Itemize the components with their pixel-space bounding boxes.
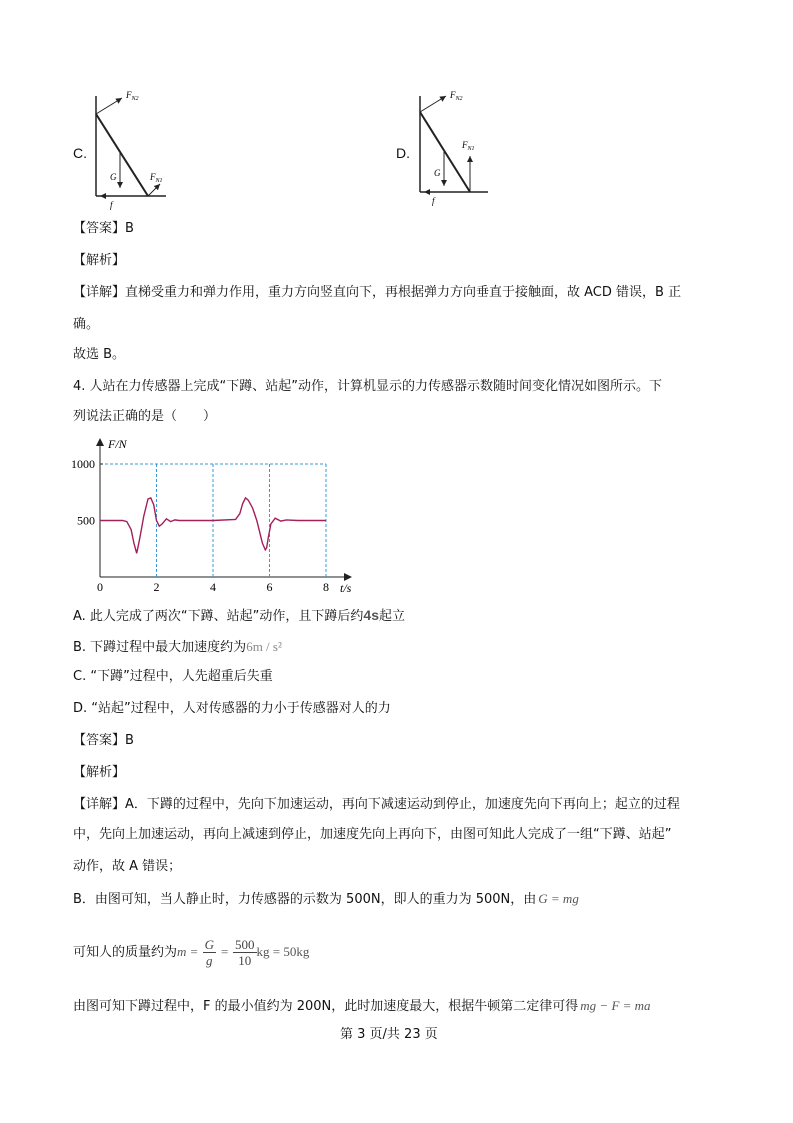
g-label: G <box>434 168 441 178</box>
g-label: G <box>110 172 117 182</box>
x-tick-label-4: 4 <box>210 580 216 594</box>
fn1-label: $F_{N1}$ <box>462 140 475 152</box>
fn2-label: $F_{N2}$ <box>450 90 463 102</box>
q4-option-b[interactable] <box>73 638 282 657</box>
q4-detail-a-line-2: 中，先向上加速运动，再向上减速到停止，加速度先向上再向下，由图可知此人完成了一组“下蹲、站起” <box>73 827 672 842</box>
figure-c-ladder-diagram <box>88 84 178 214</box>
q4-detail-b-line-3 <box>73 997 651 1016</box>
x-axis-arrowhead <box>344 573 352 581</box>
page-footer: 第 3 页/共 23 页 <box>340 1027 438 1042</box>
figure-d-ladder-diagram <box>412 84 502 214</box>
option-a-tail: 起立 <box>378 609 405 624</box>
mass-eq-equals: = <box>220 944 229 959</box>
option-a-value: 4s <box>363 607 379 623</box>
fn2-arrow <box>96 98 122 114</box>
y-tick-label-500: 500 <box>77 513 95 528</box>
q3-detail-line-1: 【详解】直梯受重力和弹力作用，重力方向竖直向下，再根据弹力方向垂直于接触面，故 ACD 错误，B 正 <box>73 285 682 300</box>
g-over-g-fraction: $\frac{G}{g}$ <box>204 937 214 968</box>
x-axis-label: t/s <box>340 581 352 595</box>
fn1-arrow <box>148 184 160 196</box>
newton-eq: mg − F = ma <box>580 998 651 1013</box>
fn2-arrow <box>420 96 446 112</box>
mass-eq-lhs: m = <box>177 944 199 959</box>
q4-answer: 【答案】B <box>73 733 134 748</box>
q4-detail-b-line-2 <box>73 934 309 974</box>
q3-analysis-heading: 【解析】 <box>73 253 126 268</box>
x-tick-label-6: 6 <box>266 580 273 594</box>
q3-answer: 【答案】B <box>73 221 134 236</box>
chart-ticks <box>71 457 329 594</box>
q4-analysis-heading: 【解析】 <box>73 765 126 780</box>
x-tick-label-0: 0 <box>97 580 103 594</box>
detail-b-mass-text: 可知人的质量约为 <box>73 945 178 960</box>
f-label: f <box>432 196 435 206</box>
detail-b-text: B．由图可知，当人静止时，力传感器的示数为 500N，即人的重力为 500N，由 <box>73 892 537 907</box>
q4-detail-a-line-1: 【详解】A．下蹲的过程中，先向下加速运动，再向下减速运动到停止，加速度先向下再向上；起立的过程 <box>73 797 680 812</box>
g-eq-mg: G = mg <box>538 891 579 906</box>
q4-stem-line-2: 列说法正确的是（ ） <box>73 409 217 424</box>
500-over-10-fraction: $\frac{500}{10}$ <box>235 937 255 968</box>
option-c-letter: C. <box>73 145 87 161</box>
x-tick-label-2: 2 <box>153 580 160 594</box>
ladder-line <box>420 112 470 192</box>
option-b-text: B. 下蹲过程中最大加速度约为 <box>73 640 247 655</box>
force-time-chart <box>60 432 370 604</box>
q4-detail-a-line-3: 动作，故 A 错误； <box>73 859 182 874</box>
q4-option-d[interactable]: D. “站起”过程中，人对传感器的力小于传感器对人的力 <box>73 701 391 716</box>
ladder-line <box>96 114 148 196</box>
q4-stem-line-1: 4. 人站在力传感器上完成“下蹲、站起”动作，计算机显示的力传感器示数随时间变化情况如图所示。下 <box>73 379 663 394</box>
option-a-text: A. 此人完成了两次“下蹲、站起”动作，且下蹲后约 <box>73 609 364 624</box>
option-b-value: 6m / s² <box>246 639 282 654</box>
detail-b-newton-text: 由图可知下蹲过程中，F 的最小值约为 200N，此时加速度最大，根据牛顿第二定律可得 <box>73 999 579 1014</box>
y-axis-arrowhead <box>96 438 104 446</box>
mass-eq-tail: kg = 50kg <box>256 944 310 959</box>
fn1-label: $F_{N1}$ <box>150 172 163 184</box>
option-d-letter: D. <box>396 145 410 161</box>
q3-detail-line-2: 确。 <box>73 317 100 332</box>
y-axis-label: F/N <box>108 437 127 451</box>
q3-conclusion: 故选 B。 <box>73 347 126 362</box>
f-label: f <box>110 200 113 210</box>
y-tick-label-1000: 1000 <box>71 457 95 471</box>
q4-detail-b-line-1 <box>73 890 579 909</box>
fn2-label: $F_{N2}$ <box>126 90 139 102</box>
q4-option-c[interactable]: C. “下蹲”过程中，人先超重后失重 <box>73 669 273 684</box>
x-tick-label-8: 8 <box>323 580 329 594</box>
q4-option-a[interactable] <box>73 606 405 626</box>
